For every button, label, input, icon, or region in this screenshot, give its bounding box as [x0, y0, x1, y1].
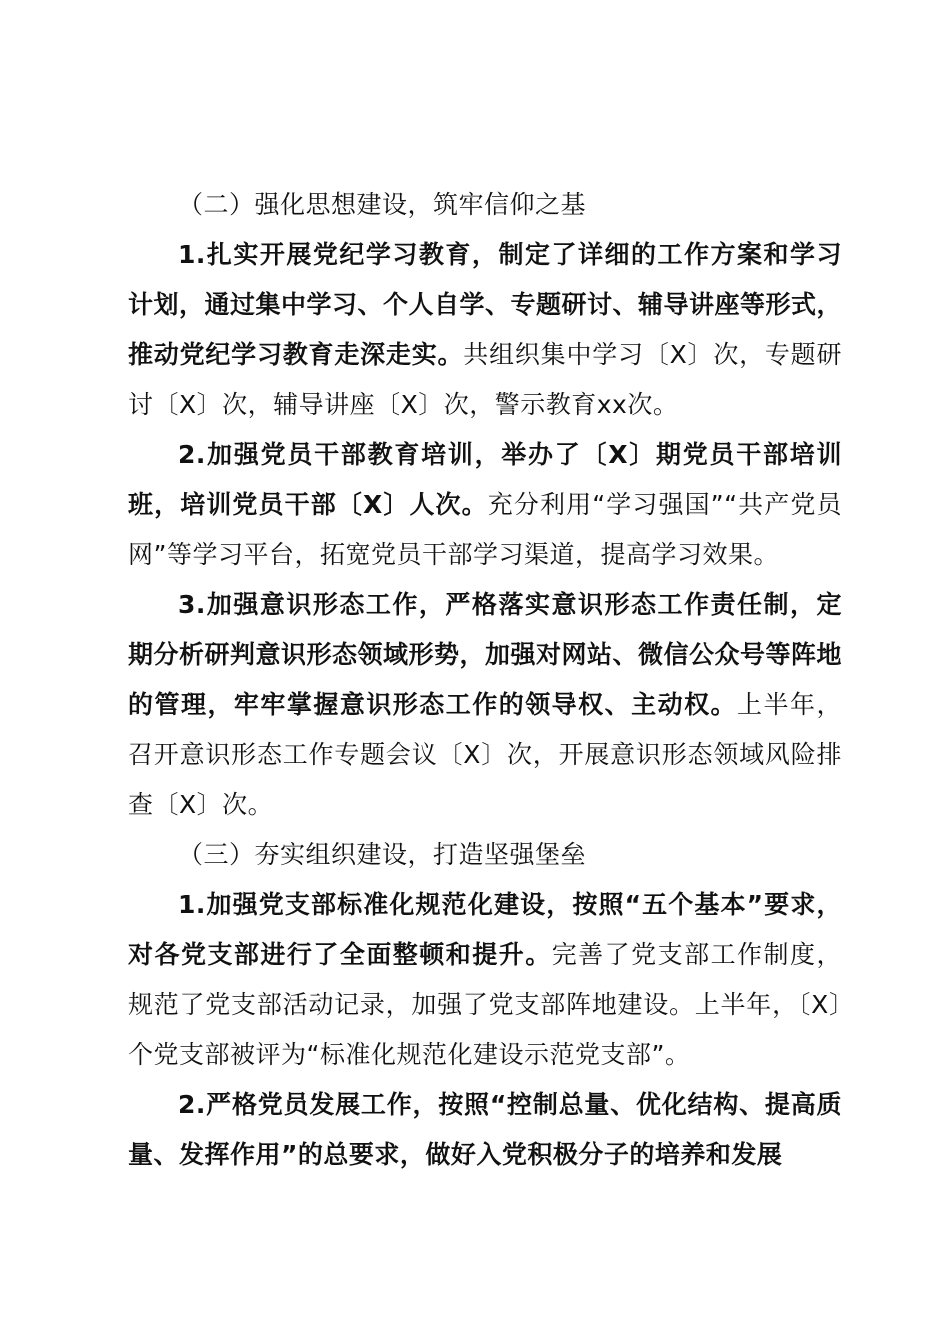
paragraph-lead: 1.扎实开展党纪学习教育，制定了详细的工作方案和学习计划，通过集中学习、个人自学、专题研讨、辅导讲座等形式，推动党纪学习教育走深走实。 — [128, 240, 843, 369]
paragraph-lead: 2.严格党员发展工作，按照“控制总量、优化结构、提高质量、发挥作用”的总要求，做好入党积极分子的培养和发展 — [128, 1090, 842, 1169]
paragraph-lead: 2.加强党员干部教育培训，举办了〔X〕期党员干部培训班，培训党员干部〔X〕人次。 — [128, 440, 842, 519]
paragraph-2-3 — [128, 580, 842, 830]
paragraph-lead: 3.加强意识形态工作，严格落实意识形态工作责任制，定期分析研判意识形态领域形势，加强对网站、微信公众号等阵地的管理，牢牢掌握意识形态工作的领导权、主动权。 — [128, 590, 843, 719]
section-heading-three: （三）夯实组织建设，打造坚强堡垒 — [178, 840, 587, 869]
paragraph-2-1 — [128, 230, 842, 430]
section-heading-two: （二）强化思想建设，筑牢信仰之基 — [178, 190, 587, 219]
document-body — [128, 180, 842, 1180]
paragraph-body: 上半年，召开意识形态工作专题会议〔X〕次，开展意识形态领域风险排查〔X〕次。 — [128, 690, 842, 819]
paragraph-body: 完善了党支部工作制度，规范了党支部活动记录，加强了党支部阵地建设。上半年，〔X〕个党支部被评为“标准化规范化建设示范党支部”。 — [128, 940, 842, 1069]
paragraph-2-2 — [128, 430, 842, 580]
paragraph-body: 充分利用“学习强国”“共产党员网”等学习平台，拓宽党员干部学习渠道，提高学习效果。 — [128, 490, 842, 569]
paragraph-3-2 — [128, 1080, 842, 1180]
paragraph-lead: 1.加强党支部标准化规范化建设，按照“五个基本”要求，对各党支部进行了全面整顿和提升。 — [128, 890, 842, 969]
paragraph-body: 共组织集中学习〔X〕次，专题研讨〔X〕次，辅导讲座〔X〕次，警示教育xx次。 — [128, 340, 842, 419]
paragraph-3-1 — [128, 880, 842, 1080]
